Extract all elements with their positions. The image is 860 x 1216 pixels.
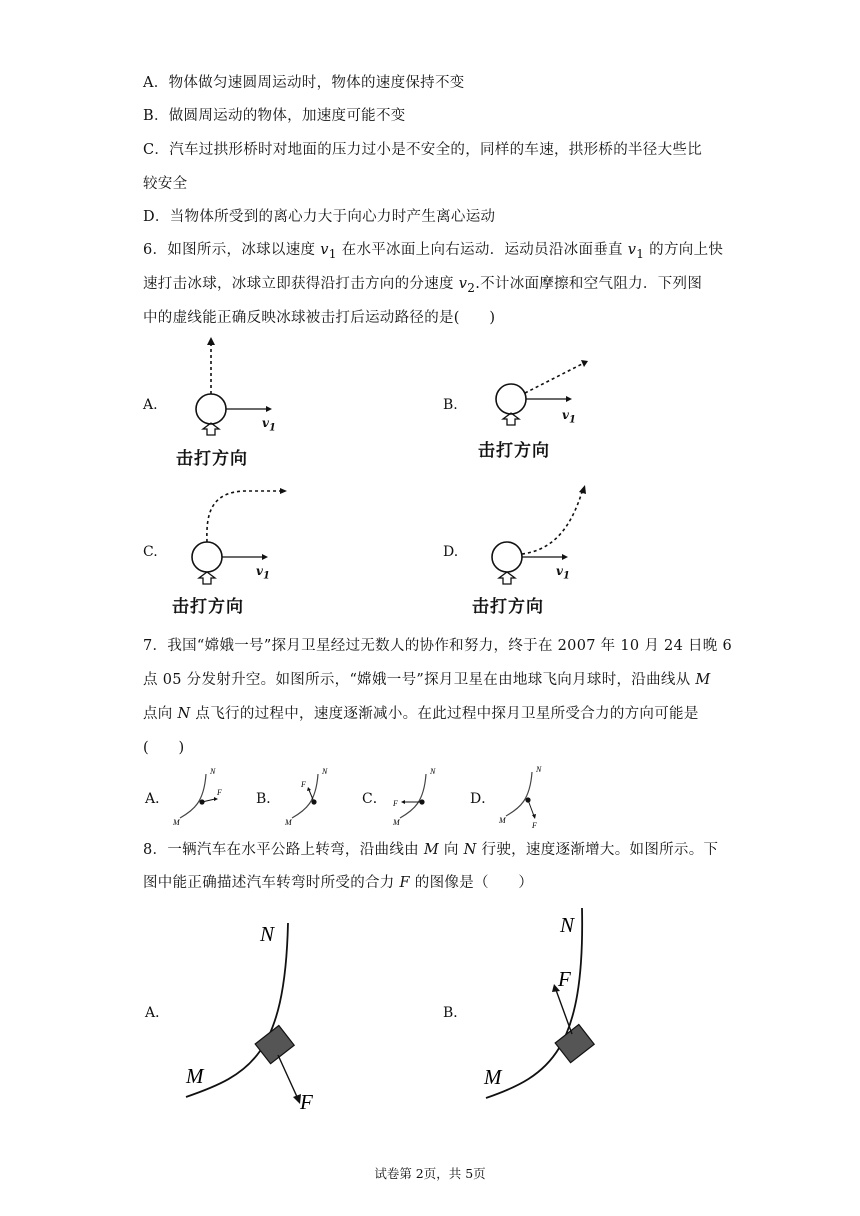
q6-d-caption: 击打方向 <box>472 597 544 617</box>
q7-figure-d <box>494 760 564 832</box>
q7-stem-line3: 点向 N 点飞行的过程中，速度逐渐减小。在此过程中探月卫星所受合力的方向可能是 <box>143 706 699 722</box>
q5-option-d: D．当物体所受到的离心力大于向心力时产生离心运动 <box>143 209 496 225</box>
svg-text:M: M <box>285 818 292 827</box>
svg-text:M: M <box>499 816 506 825</box>
q6-figure-b <box>470 352 600 442</box>
q6-label-a: A. <box>143 397 158 413</box>
q8-figure-b <box>480 900 640 1110</box>
svg-text:M: M <box>186 1064 204 1088</box>
q8-stem-line1: 8．一辆汽车在水平公路上转弯，沿曲线由 M 向 N 行驶，速度逐渐增大。如图所示。下 <box>143 842 719 858</box>
q8-label-b: B． <box>443 1005 468 1021</box>
path-arrowhead <box>207 337 215 345</box>
svg-text:F: F <box>393 799 398 808</box>
q7-figure-b <box>280 762 350 828</box>
svg-text:F: F <box>217 788 222 797</box>
path-arrowhead <box>579 485 586 494</box>
dashed-path <box>522 492 582 554</box>
q8-label-a: A． <box>145 1005 170 1021</box>
svg-text:N: N <box>560 913 575 937</box>
puck-circle <box>492 542 522 572</box>
q7-stem-line2: 点 05 分发射升空。如图所示，“嫦娥一号”探月卫星在由地球飞向月球时，沿曲线从 M <box>143 672 711 688</box>
q6-b-v1-label: $v_1$ <box>562 408 576 426</box>
q7-label-c: C． <box>362 791 387 807</box>
q6-a-v1-label: $v_1$ <box>262 416 276 434</box>
q8-stem-line2: 图中能正确描述汽车转弯时所受的合力 F 的图像是（ ） <box>143 875 534 891</box>
q5-option-c-line2: 较安全 <box>143 176 188 192</box>
q6-figure-c <box>170 480 300 585</box>
q5-option-a: A．物体做匀速圆周运动时，物体的速度保持不变 <box>143 75 465 91</box>
car-block <box>255 1026 294 1064</box>
dashed-path <box>525 364 582 393</box>
svg-text:M: M <box>173 818 180 827</box>
q6-label-b: B. <box>443 397 458 413</box>
q6-stem-line2: 速打击冰球，冰球立即获得沿打击方向的分速度 $v_2$.不计冰面摩擦和空气阻力．下列图 <box>143 276 703 295</box>
q7-stem-line4: ( ) <box>143 740 185 756</box>
q7-label-b: B． <box>256 791 281 807</box>
hit-arrow-icon <box>499 572 515 584</box>
car-block <box>555 1025 594 1063</box>
q6-label-d: D. <box>443 544 459 560</box>
svg-text:M: M <box>484 1065 502 1089</box>
q7-label-a: A． <box>145 791 170 807</box>
force-arrow <box>556 990 572 1034</box>
q5-option-b: B．做圆周运动的物体，加速度可能不变 <box>143 108 406 124</box>
q7-stem-line1: 7．我国“嫦娥一号”探月卫星经过无数人的协作和努力，终于在 2007 年 10 月 24 日晚 6 <box>143 638 733 654</box>
q7-figure-c <box>388 762 458 828</box>
dashed-path <box>207 491 280 542</box>
q5-option-c-line1: C．汽车过拱形桥时对地面的压力过小是不安全的，同样的车速，拱形桥的半径大些比 <box>143 142 702 158</box>
q6-stem-line3: 中的虚线能正确反映冰球被击打后运动路径的是( ) <box>143 310 496 326</box>
svg-text:M: M <box>393 818 400 827</box>
force-arrow <box>278 1055 298 1099</box>
path-arrowhead <box>280 488 287 494</box>
q6-d-v1-label: $v_1$ <box>556 564 570 582</box>
q7-figure-a <box>168 762 238 828</box>
hit-arrow-icon <box>199 572 215 584</box>
svg-text:F: F <box>300 1090 313 1114</box>
svg-text:F: F <box>301 780 306 789</box>
svg-text:N: N <box>260 922 275 946</box>
q8-figure-a <box>180 915 340 1115</box>
puck-circle <box>192 542 222 572</box>
q6-a-caption: 击打方向 <box>176 449 248 469</box>
svg-text:F: F <box>558 967 571 991</box>
page-footer: 试卷第 2页，共 5页 <box>374 1166 486 1181</box>
q6-c-caption: 击打方向 <box>172 597 244 617</box>
q7-label-d: D． <box>470 791 496 807</box>
svg-text:N: N <box>430 767 436 776</box>
svg-text:N: N <box>210 767 216 776</box>
q6-label-c: C. <box>143 544 158 560</box>
q6-figure-d <box>470 480 600 585</box>
q6-b-caption: 击打方向 <box>478 441 550 461</box>
q6-stem-line1: 6．如图所示，冰球以速度 $v_1$ 在水平冰面上向右运动．运动员沿冰面垂直 $v_1$ 的方向上快 <box>143 242 724 261</box>
path-arrowhead <box>581 360 588 367</box>
svg-text:N: N <box>322 767 328 776</box>
q6-c-v1-label: $v_1$ <box>256 564 270 582</box>
puck-circle <box>496 384 526 414</box>
svg-text:F: F <box>532 821 537 830</box>
puck-circle <box>196 394 226 424</box>
svg-text:N: N <box>536 765 542 774</box>
